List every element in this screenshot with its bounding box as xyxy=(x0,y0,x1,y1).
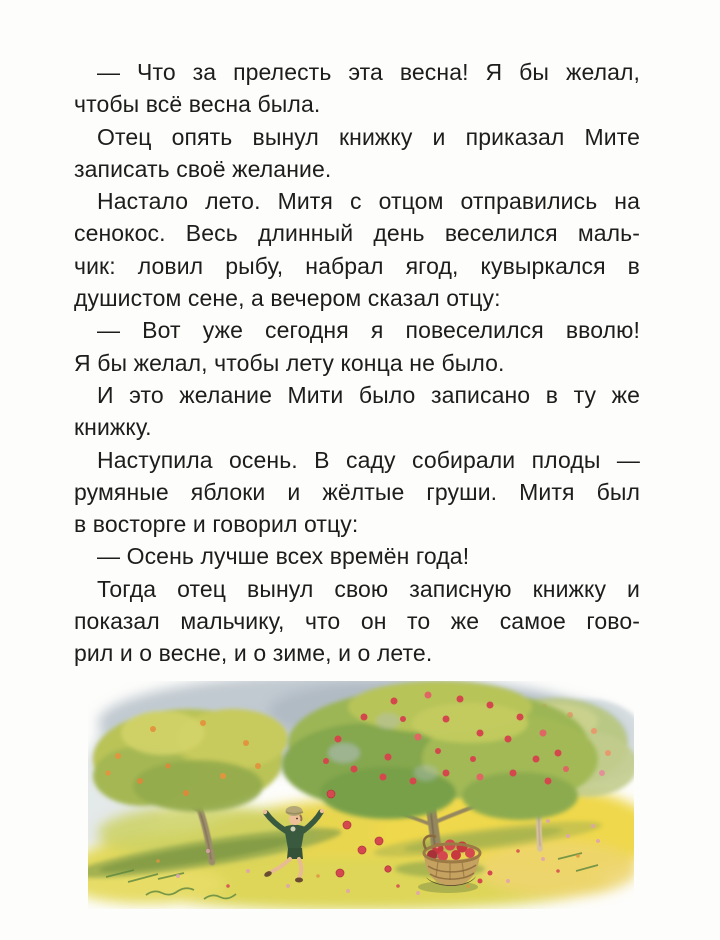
text-line: И это желание Мити было записано в ту же xyxy=(97,381,640,408)
text-line: румяные яблоки и жёлтые груши. Митя был xyxy=(74,478,640,505)
text-line: душистом сене, а вечером сказал отцу: xyxy=(74,285,501,312)
text-line: — Осень лучше всех времён года! xyxy=(97,543,470,570)
text-line: Отец опять вынул книжку и приказал Мите xyxy=(97,123,640,150)
text-line: показал мальчику, что он то же самое гово- xyxy=(74,608,640,635)
text-line: Тогда отец вынул свою записную книжку и xyxy=(97,575,640,602)
text-line: — Что за прелесть эта весна! Я бы желал, xyxy=(97,59,640,85)
text-line: Наступила осень. В саду собирали плоды — xyxy=(97,446,640,473)
story-text xyxy=(74,56,640,670)
text-line: Настало лето. Митя с отцом отправились на xyxy=(97,188,640,215)
text-line: сенокос. Весь длинный день веселился маль- xyxy=(74,220,640,247)
text-line: записать своё желание. xyxy=(74,155,332,182)
text-line: в восторге и говорил отцу: xyxy=(74,511,359,538)
text-line: рил и о весне, и о зиме, и о лете. xyxy=(74,640,433,667)
text-line: — Вот уже сегодня я повеселился вволю! xyxy=(97,317,640,344)
text-line: чик: ловил рыбу, набрал ягод, кувыркался в xyxy=(74,252,640,279)
orchard-illustration xyxy=(88,681,634,909)
text-line: Я бы желал, чтобы лету конца не было. xyxy=(74,349,505,376)
text-line: чтобы всё весна была. xyxy=(74,91,321,118)
text-line: книжку. xyxy=(74,414,152,441)
